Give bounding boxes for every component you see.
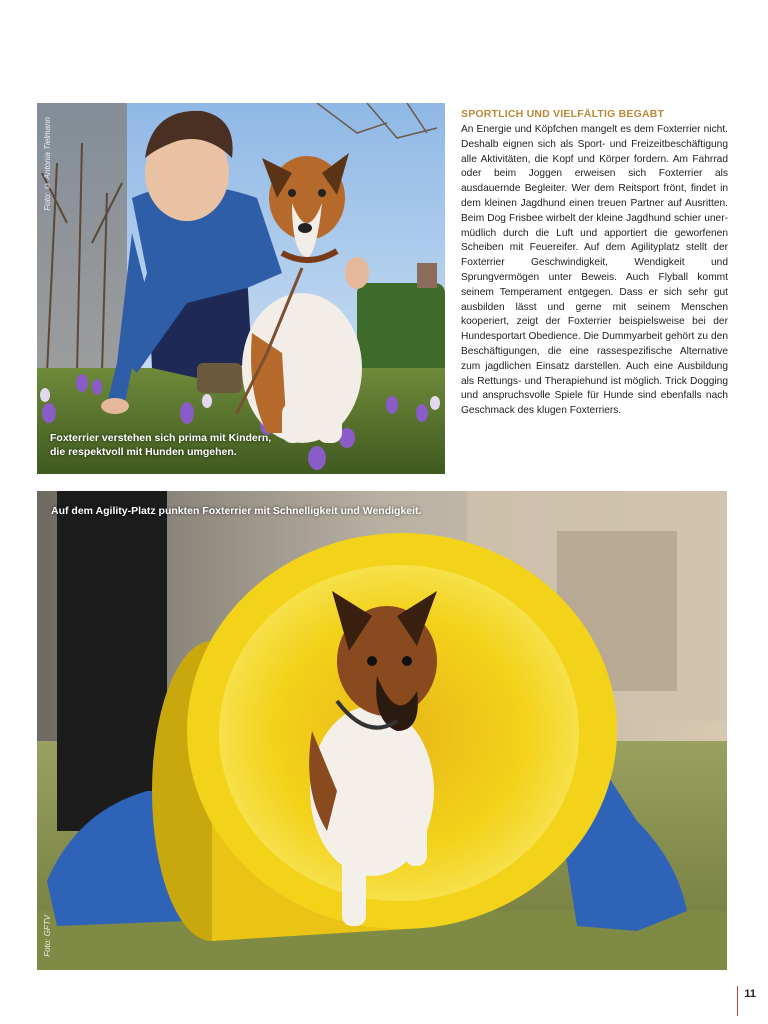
- photo-caption: [50, 431, 350, 459]
- article-body: An Energie und Köpfchen mangelt es dem Foxterrier nicht. Deshalb eignen sich als Sport- und Freizeitbeschäftigung alle Aktivitäten, die Kopf und Körper fordern. Am Fahrrad oder beim Joggen erweisen sich Foxterrier als ausdauernde Begleiter. Wer dem Reitsport frönt, findet in dem kleinen Jagdhund einen treuen Partner auf Ausritten. Beim Dog Frisbee wirbelt der kleine Jagdhund schier unermüdlich durch die Luft und apportiert die geworfenen Scheiben mit Feuereifer. Auf dem Agilityplatz stellt der Foxterrier Geschwindigkeit, Wendigkeit und Sprungvermögen unter Beweis. Auch Flyball kommt seinem Temperament entgegen. Dass er sich sehr gut ausbilden lässt und gerne mit seinem Menschen kooperiert, zeigt der Foxterrier beispielsweise bei der Hundesportart Obedience. Die Dummyarbeit gehört zu den Beschäftigungen, die eine rassespezifische Alternative zum jagdlichen Einsatz darstellen. Auch eine Ausbildung als Rettungs- und Therapiehund ist möglich. Trick Dogging und anspruchsvolle Spiele für Hunde sind ebenfalls nach Geschmack des klugen Foxterriers.: [461, 124, 728, 417]
- photo-agility-tunnel: [37, 491, 727, 970]
- article-section: [461, 108, 728, 419]
- photo-credit: Foto: GFTV: [43, 915, 52, 957]
- agility-illustration: [37, 491, 727, 970]
- article-heading: SPORTLICH UND VIELFÄLTIG BEGABT: [461, 108, 665, 120]
- page-number: 11: [737, 986, 756, 1016]
- boy-dog-illustration: [37, 103, 445, 474]
- photo-caption: Auf dem Agility-Platz punkten Foxterrier mit Schnelligkeit und Wendigkeit.: [51, 505, 422, 517]
- caption-line-2: die respektvoll mit Hunden umgehen.: [50, 446, 237, 458]
- caption-line-1: Foxterrier verstehen sich prima mit Kindern,: [50, 432, 272, 444]
- photo-credit: Foto: © Antonia Tielmann: [43, 117, 52, 211]
- photo-boy-with-foxterrier: [37, 103, 445, 474]
